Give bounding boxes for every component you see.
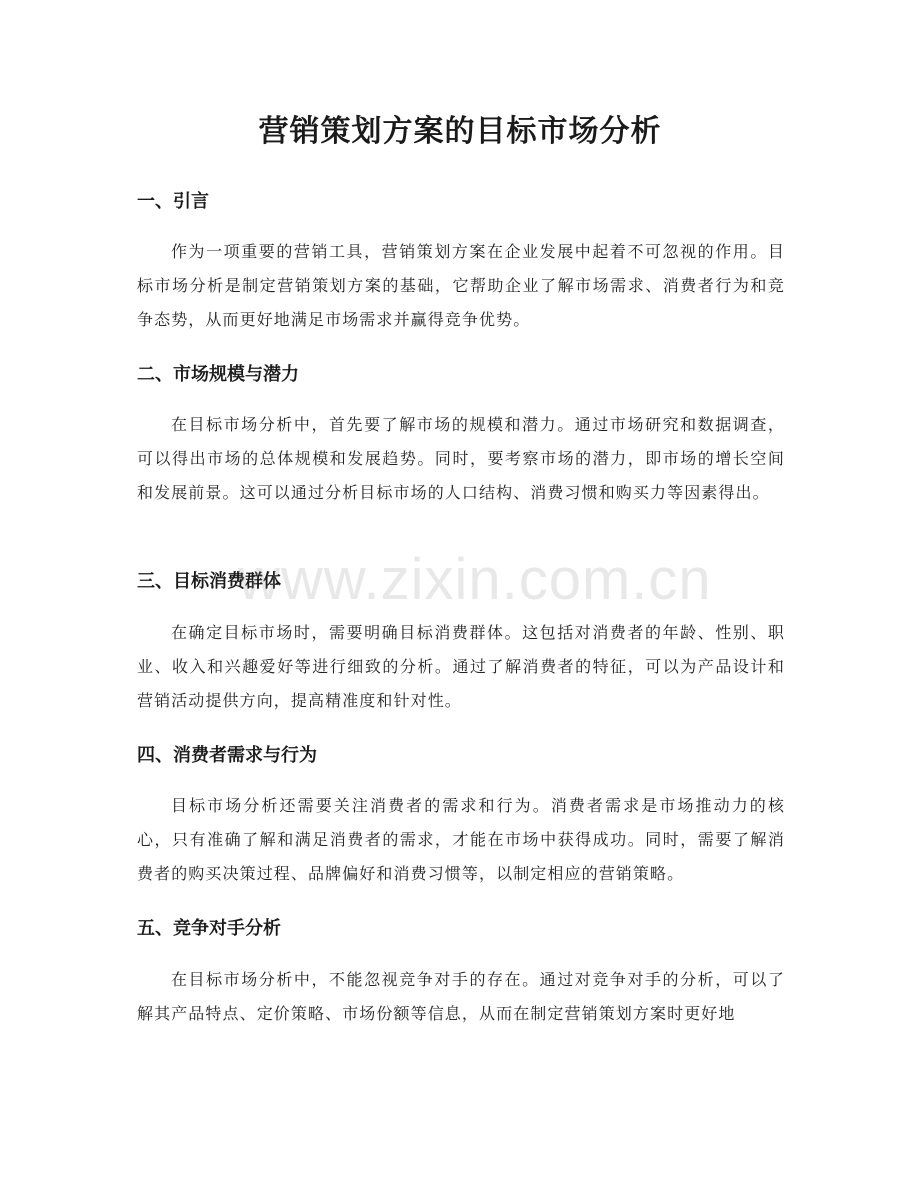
section-heading-consumer-needs: 四、消费者需求与行为: [137, 745, 317, 766]
watermark: www.zixin.com.cn: [238, 547, 712, 612]
section-paragraph-introduction: 作为一项重要的营销工具，营销策划方案在企业发展中起着不可忽视的作用。目标市场分析是制定营销策划方案的基础，它帮助企业了解市场需求、消费者行为和竞争态势，从而更好地满足市场需求并赢得竞争优势。: [137, 242, 785, 329]
section-heading-competitor-analysis: 五、竞争对手分析: [137, 918, 281, 939]
section-heading-market-size: 二、市场规模与潜力: [137, 364, 299, 385]
section-paragraph-consumer-needs: 目标市场分析还需要关注消费者的需求和行为。消费者需求是市场推动力的核心，只有准确了解和满足消费者的需求，才能在市场中获得成功。同时，需要了解消费者的购买决策过程、品牌偏好和消费习惯等，以制定相应的营销策略。: [137, 796, 785, 883]
section-heading-target-consumers: 三、目标消费群体: [137, 571, 281, 592]
document-title: 营销策划方案的目标市场分析: [258, 114, 662, 149]
section-paragraph-market-size: 在目标市场分析中，首先要了解市场的规模和潜力。通过市场研究和数据调查，可以得出市场的总体规模和发展趋势。同时，要考察市场的潜力，即市场的增长空间和发展前景。这可以通过分析目标市场的人口结构、消费习惯和购买力等因素得出。: [137, 415, 785, 502]
section-heading-introduction: 一、引言: [137, 191, 209, 212]
section-paragraph-competitor-analysis: 在目标市场分析中，不能忽视竞争对手的存在。通过对竞争对手的分析，可以了解其产品特点、定价策略、市场份额等信息，从而在制定营销策划方案时更好地: [137, 970, 785, 1023]
section-paragraph-target-consumers: 在确定目标市场时，需要明确目标消费群体。这包括对消费者的年龄、性别、职业、收入和兴趣爱好等进行细致的分析。通过了解消费者的特征，可以为产品设计和营销活动提供方向，提高精准度和针对性。: [137, 623, 785, 710]
